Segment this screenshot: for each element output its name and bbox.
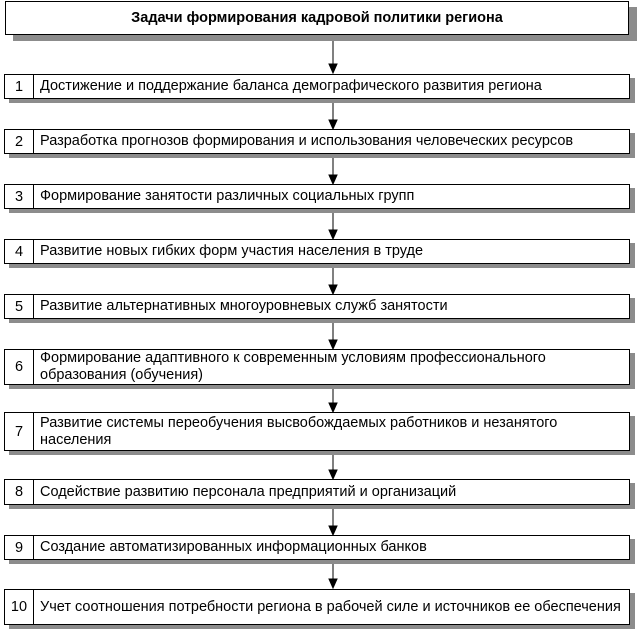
- task-text: Формирование адаптивного к современным условиям профессионального образования (обучения): [34, 349, 630, 385]
- arrow-head-2: [329, 120, 337, 129]
- task-row: [4, 349, 630, 385]
- arrow-head-9: [329, 526, 337, 535]
- task-number: 4: [4, 239, 34, 264]
- task-text: Развитие альтернативных многоуровневых служб занятости: [34, 294, 630, 319]
- task-number: 2: [4, 129, 34, 154]
- task-row: [4, 294, 630, 319]
- arrow-head-10: [329, 579, 337, 588]
- task-row: [4, 479, 630, 505]
- arrow-head-8: [329, 470, 337, 479]
- task-row: [4, 589, 630, 625]
- task-row: [4, 129, 630, 154]
- task-row: [4, 239, 630, 264]
- task-row: [4, 412, 630, 451]
- arrow-head-6: [329, 340, 337, 349]
- arrow-head-1: [329, 64, 337, 73]
- task-row: [4, 535, 630, 560]
- task-number: 6: [4, 349, 34, 385]
- task-number: 8: [4, 479, 34, 505]
- task-text: Создание автоматизированных информационных банков: [34, 535, 630, 560]
- task-text: Достижение и поддержание баланса демографического развития региона: [34, 74, 630, 99]
- task-text: Содействие развитию персонала предприятий и организаций: [34, 479, 630, 505]
- arrow-head-5: [329, 285, 337, 294]
- task-number: 10: [4, 589, 34, 625]
- diagram-title: Задачи формирования кадровой политики региона: [5, 1, 629, 35]
- arrow-head-4: [329, 230, 337, 239]
- task-number: 5: [4, 294, 34, 319]
- task-text: Учет соотношения потребности региона в рабочей силе и источников ее обеспечения: [34, 589, 630, 625]
- task-text: Формирование занятости различных социальных групп: [34, 184, 630, 209]
- arrow-head-7: [329, 403, 337, 412]
- task-number: 7: [4, 412, 34, 451]
- task-number: 3: [4, 184, 34, 209]
- task-text: Развитие новых гибких форм участия населения в труде: [34, 239, 630, 264]
- task-text: Развитие системы переобучения высвобождаемых работников и незанятого населения: [34, 412, 630, 451]
- task-row: [4, 184, 630, 209]
- task-text: Разработка прогнозов формирования и использования человеческих ресурсов: [34, 129, 630, 154]
- task-number: 1: [4, 74, 34, 99]
- task-number: 9: [4, 535, 34, 560]
- arrow-head-3: [329, 175, 337, 184]
- task-row: [4, 74, 630, 99]
